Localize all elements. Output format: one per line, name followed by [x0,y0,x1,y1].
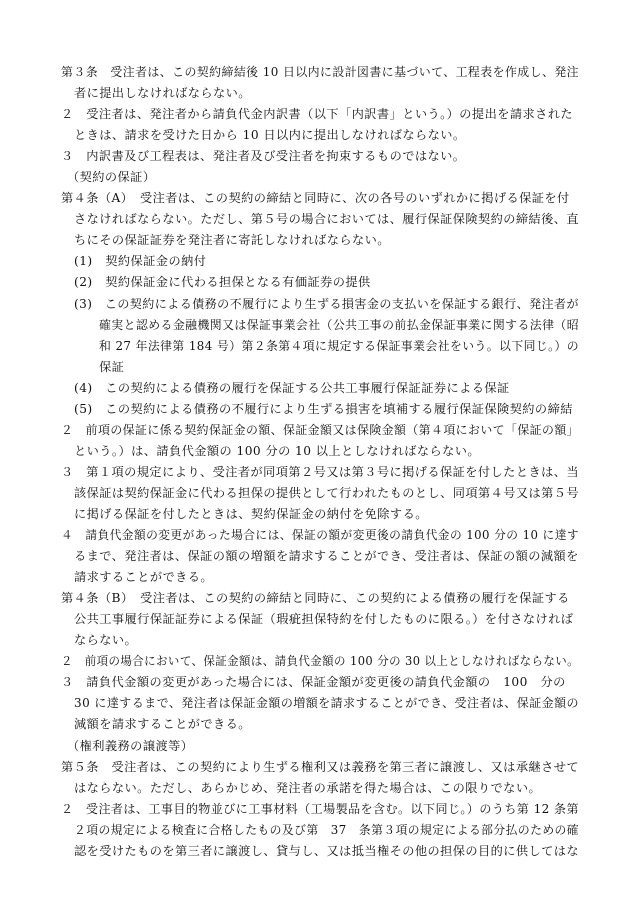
text-line [0,336,630,357]
text-line [0,230,630,251]
text-line-content: 第４条（B） 受注者は、この契約の締結と同時に、この契約による債務の履行を保証する [61,591,570,606]
text-line-content: ３ 第１項の規定により、受注者が同項第２号又は第３号に掲げる保証を付したときは、当 [61,464,579,479]
document-page [0,62,630,862]
text-line-content: 第３条 受注者は、この契約締結後 10 日以内に設計図書に基づいて、工程表を作成し、発注 [61,65,580,79]
text-line-content: はならない。ただし、あらかじめ、発注者の承諾を得た場合は、この限りでない。 [74,780,542,795]
text-line-content: ２ 受注者は、工事目的物並びに工事材料（工場製品を含む。以下同じ。）のうち第 12 条第 [61,801,580,816]
text-line [0,778,630,799]
text-line [0,272,630,293]
text-line-content: ４ 請負代金額の変更があった場合には、保証の額が変更後の請負代金の 100 分の 10 に達す [61,528,580,543]
text-line-content: 減額を請求することができる。 [74,717,251,732]
text-line-content: という。）は、請負代金額の 100 分の 10 以上としなければならない。 [74,443,481,458]
text-line-content: 確実と認める金融機関又は保証事業会社（公共工事の前払金保証事業に関する法律（昭 [99,317,580,332]
text-line [0,125,630,146]
text-line [0,546,630,567]
text-line-content: ２ 前項の場合において、保証金額は、請負代金額の 100 分の 30 以上としなければならない。 [61,654,579,669]
text-line-content: 該保証は契約保証金に代わる担保の提供として行われたものとし、同項第４号又は第５号 [74,485,579,500]
text-line [0,294,630,315]
text-line [0,399,630,420]
text-line [0,567,630,588]
text-line-content: さなければならない。ただし、第５号の場合においては、履行保証保険契約の締結後、直 [74,212,579,227]
text-line [0,146,630,167]
text-line-content: 請求することができる。 [74,570,214,585]
text-line [0,820,630,841]
text-line-content: ときは、請求を受けた日から 10 日以内に提出しなければならない。 [74,128,466,143]
text-line [0,83,630,104]
text-line [0,504,630,525]
text-line-content: （契約の保証） [67,170,156,185]
text-line [0,315,630,336]
text-line-content: 和 27 年法律第 184 号）第２条第４項に規定する保証事業会社をいう。以下同じ。）の [99,338,579,353]
text-line [0,651,630,672]
text-line-content: (2) 契約保証金に代わる担保となる有価証券の提供 [74,275,371,290]
text-line [0,209,630,230]
text-line [0,588,630,609]
text-line [0,630,630,651]
text-line [0,609,630,630]
text-line [0,420,630,441]
text-line [0,693,630,714]
text-line [0,757,630,778]
text-line [0,672,630,693]
text-line [0,62,630,83]
text-line [0,841,630,862]
text-line-content: ２項の規定による検査に合格したもの及び第 37 条第３項の規定による部分払のための確 [74,822,580,837]
text-line-content: (4) この契約による債務の履行を保証する公共工事履行保証証券による保証 [74,380,510,395]
text-line [0,462,630,483]
text-line [0,736,630,757]
text-line [0,378,630,399]
text-line-content: ２ 前項の保証に係る契約保証金の額、保証金額又は保険金額（第４項において「保証の額」 [61,422,579,437]
text-line-content: 第４条（A） 受注者は、この契約の締結と同時に、次の各号のいずれかに掲げる保証を付 [61,191,570,206]
text-line-content: るまで、発注者は、保証の額の増額を請求することができ、受注者は、保証の額の減額を [74,549,579,564]
text-line [0,483,630,504]
text-line [0,357,630,378]
text-line [0,525,630,546]
text-line [0,188,630,209]
text-line-content: 30 に達するまで、発注者は保証金額の増額を請求することができ、受注者は、保証金額の [74,696,579,711]
text-line-content: 認を受けたものを第三者に譲渡し、貸与し、又は抵当権その他の担保の目的に供してはな [74,843,579,858]
text-line [0,251,630,272]
text-line-content: (1) 契約保証金の納付 [74,254,207,269]
text-line-content: 公共工事履行保証証券による保証（瑕疵担保特約を付したものに限る。）を付さなければ [74,612,574,627]
text-line-content: ならない。 [74,633,138,648]
text-line-content: 者に提出しなければならない。 [74,86,251,101]
text-line-content: （権利義務の譲渡等） [67,738,194,753]
text-line-content: ３ 請負代金額の変更があった場合には、保証金額が変更後の請負代金額の 100 分の [61,675,566,690]
text-line-content: ３ 内訳書及び工程表は、発注者及び受注者を拘束するものではない。 [61,149,466,164]
text-line-content: (5) この契約による債務の不履行により生ずる損害を填補する履行保証保険契約の締結 [74,401,573,416]
text-line-content: ２ 受注者は、発注者から請負代金内訳書（以下「内訳書」という。）の提出を請求された [61,107,574,122]
text-line [0,167,630,188]
text-line-content: 第５条 受注者は、この契約により生ずる権利又は義務を第三者に譲渡し、又は承継させて [61,759,579,774]
text-line [0,799,630,820]
text-line-content: ちにその保証証券を発注者に寄託しなければならない。 [74,233,390,248]
text-line [0,714,630,735]
text-line [0,104,630,125]
text-line-content: (3) この契約による債務の不履行により生ずる損害金の支払いを保証する銀行、発注者が [74,296,579,311]
text-line-content: に掲げる保証を付したときは、契約保証金の納付を免除する。 [74,506,428,521]
text-line [0,441,630,462]
text-line-content: 保証 [99,359,125,374]
